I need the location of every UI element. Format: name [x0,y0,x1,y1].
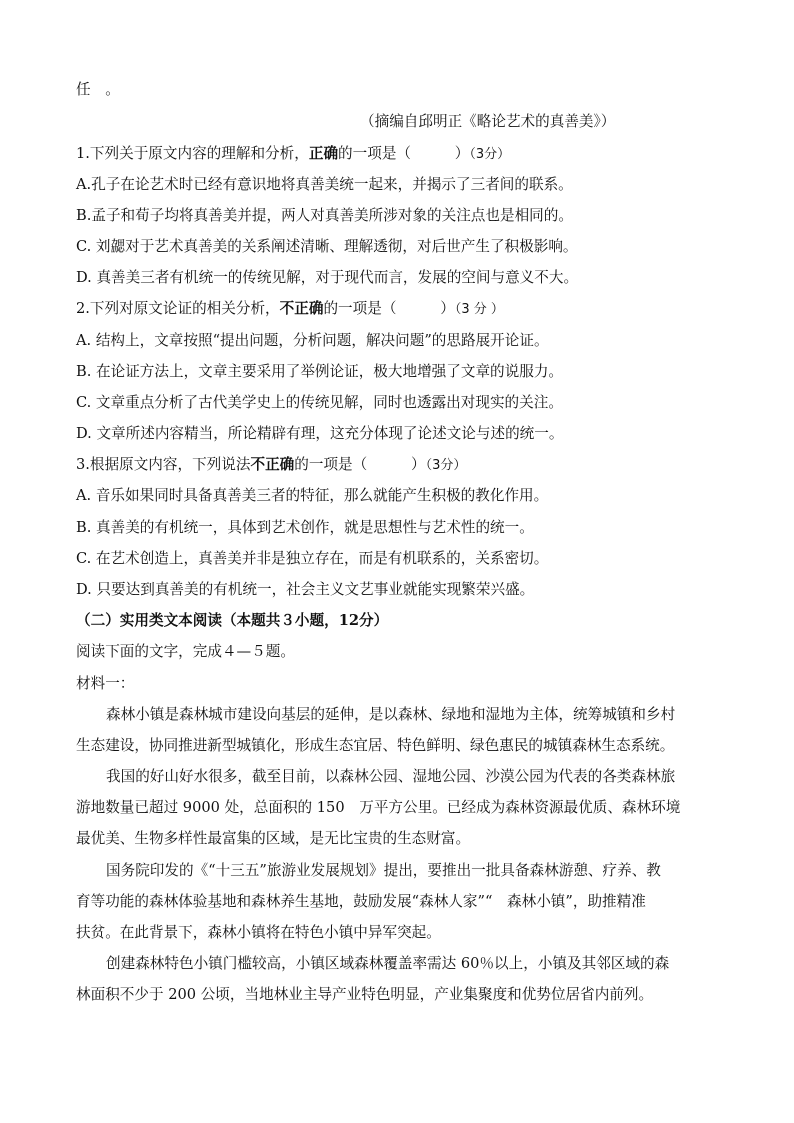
question-1-option-c: C. 刘勰对于艺术真善美的关系阐述清晰、理解透彻，对后世产生了积极影响。 [76,238,578,255]
question-1-keyword: 正确 [308,145,339,162]
paragraph-line: 游地数量已超过 9000 处，总面积的 150 万平方公里。已经成为森林资源最优质、森林环境 [76,799,681,816]
question-1-option-b: B.孟子和荀子均将真善美并提，两人对真善美所涉对象的关注点也是相同的。 [76,207,573,224]
paragraph-line: 森林小镇是森林城市建设向基层的延伸，是以森林、绿地和湿地为主体，统筹城镇和乡村 [106,706,676,723]
question-2-option-a: A. 结构上，文章按照“提出问题，分析问题，解决问题”的思路展开论证。 [76,332,549,349]
material-label: 材料一： [76,675,135,692]
paragraph-line: 生态建设，协同推进新型城镇化，形成生态宜居、特色鲜明、绿色惠民的城镇森林生态系统。 [76,737,675,754]
question-3-option-a: A. 音乐如果同时具备真善美三者的特征，那么就能产生积极的教化作用。 [76,487,549,504]
question-1-option-d: D. 真善美三者有机统一的传统见解，对于现代而言，发展的空间与意义不大。 [76,269,579,286]
question-3-keyword: 不正确 [250,456,295,473]
paragraph-line: 创建森林特色小镇门槛较高，小镇区域森林覆盖率需达 60％以上，小镇及其邻区域的森 [106,955,670,972]
question-1-option-a: A.孔子在论艺术时已经有意识地将真善美统一起来，并揭示了三者间的联系。 [76,176,573,193]
question-2-stem [76,299,726,320]
question-2-keyword: 不正确 [279,300,324,317]
question-3-option-b: B. 真善美的有机统一，具体到艺术创作，就是思想性与艺术性的统一。 [76,519,534,536]
question-2-option-d: D. 文章所述内容精当，所论精辟有理，这充分体现了论述文论与述的统一。 [76,425,564,442]
question-1-score: （3分） [469,147,511,162]
question-2-option-c: C. 文章重点分析了古代美学史上的传统见解，同时也透露出对现实的关注。 [76,394,563,411]
reading-instruction: 阅读下面的文字，完成４—５题。 [76,643,295,660]
question-2-score: （3 分 ） [454,302,504,317]
question-1-stem-prefix: 1.下列关于原文内容的理解和分析， [76,145,309,162]
question-2-stem-prefix: 2.下列对原文论证的相关分析， [76,300,280,317]
question-2-stem-suffix: 的一项是（ ） [323,300,455,317]
question-3-stem [76,455,726,476]
paragraph-line: 国务院印发的《“十三五”旅游业发展规划》提出，要推出一批具备森林游憩、疗养、教 [106,862,661,879]
question-3-stem-prefix: 3.根据原文内容，下列说法 [76,456,251,473]
paragraph-line: 最优美、生物多样性最富集的区域，是无比宝贵的生态财富。 [76,830,471,847]
question-2-option-b: B. 在论证方法上，文章主要采用了举例论证，极大地增强了文章的说服力。 [76,363,564,380]
section-heading: （二）实用类文本阅读（本题共３小题，12分） [76,612,389,629]
paragraph-line: 林面积不少于 200 公顷，当地林业主导产业特色明显，产业集聚度和优势位居省内前列。 [76,986,654,1003]
source-citation: （摘编自邱明正《略论艺术的真善美》） [360,113,616,130]
paragraph-line: 扶贫。在此背景下，森林小镇将在特色小镇中异军突起。 [76,924,441,941]
paragraph-line: 我国的好山好水很多，截至目前，以森林公园、湿地公园、沙漠公园为代表的各类森林旅 [106,768,676,785]
continued-text: 任 。 [76,81,120,98]
paragraph-line: 育等功能的森林体验基地和森林养生基地，鼓励发展“森林人家”“ 森林小镇”，助推精准 [76,893,646,910]
question-3-stem-suffix: 的一项是（ ） [294,456,426,473]
question-3-option-d: D. 只要达到真善美的有机统一，社会主义文艺事业就能实现繁荣兴盛。 [76,581,535,598]
question-3-score: （3分） [425,458,467,473]
question-1-stem-suffix: 的一项是（ ） [338,145,470,162]
question-1-stem [76,144,726,165]
question-3-option-c: C. 在艺术创造上，真善美并非是独立存在，而是有机联系的，关系密切。 [76,550,549,567]
